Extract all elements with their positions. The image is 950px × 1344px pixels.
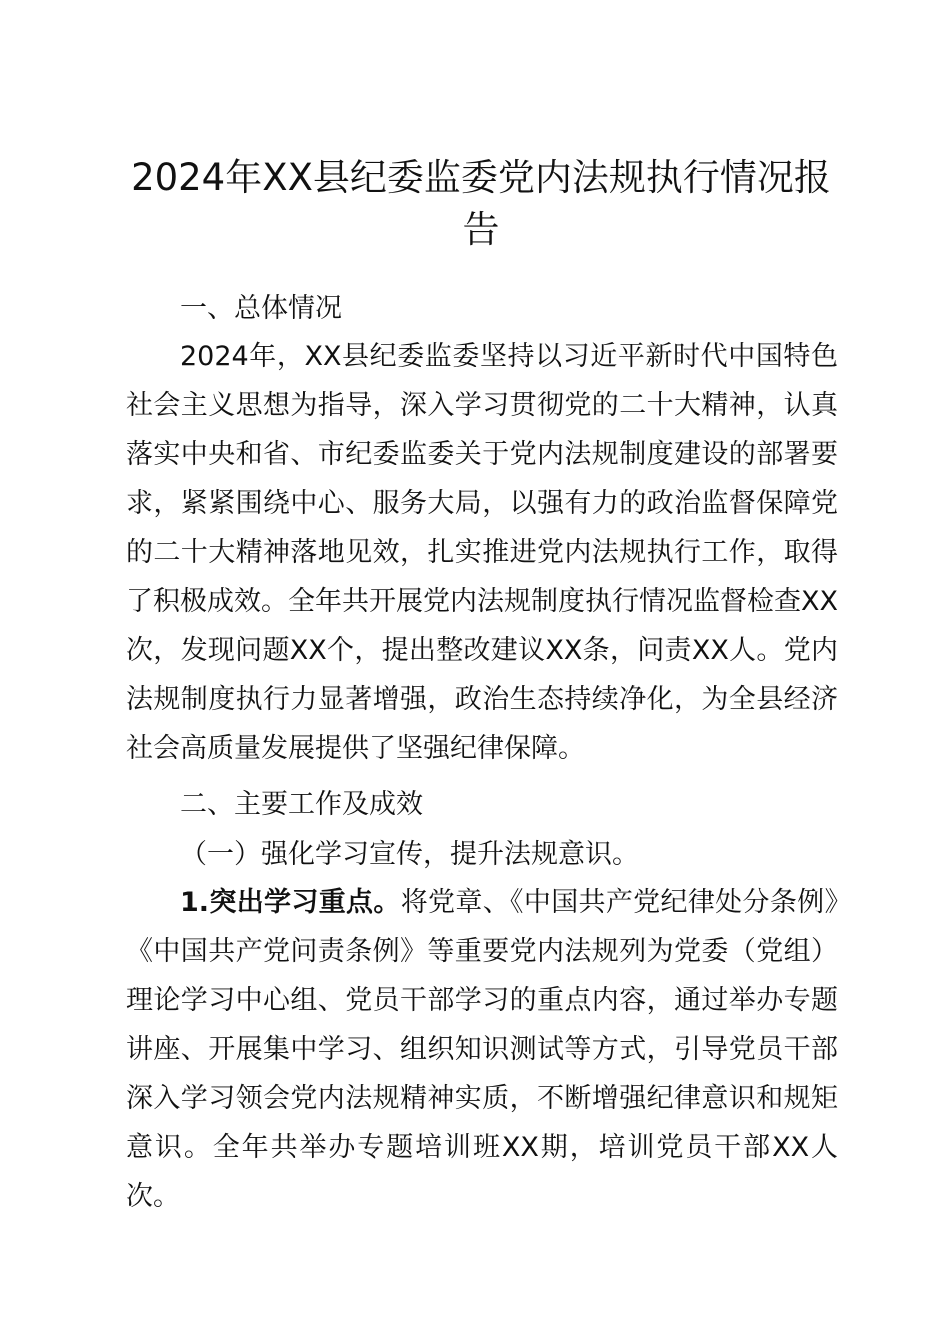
subsection-heading-study: （一）强化学习宣传，提升法规意识。 [180, 839, 639, 870]
overall-paragraph: 2024年，XX县纪委监委坚持以习近平新时代中国特色社会主义思想为指导，深入学习贯彻党的二十大精神，认真落实中央和省、市纪委监委关于党内法规制度建设的部署要求，紧紧围绕中心、服务大局，以强有力的政治监督保障党的二十大精神落地见效，扎实推进党内法规执行工作，取得了积极成效。全年共开展党内法规制度执行情况监督检查XX次，发现问题XX个，提出整改建议XX条，问责XX人。党内法规制度执行力显著增强，政治生态持续净化，为全县经济社会高质量发展提供了坚强纪律保障。 [126, 341, 838, 764]
study-focus-lead: 1.突出学习重点。 [180, 887, 401, 918]
section-heading-overall: 一、总体情况 [180, 293, 342, 324]
document-title: 2024年XX县纪委监委党内法规执行情况报告 [131, 156, 831, 251]
section-heading-main-work: 二、主要工作及成效 [180, 789, 423, 820]
study-focus-paragraph [126, 878, 838, 1221]
study-focus-body: 将党章、《中国共产党纪律处分条例》《中国共产党问责条例》等重要党内法规列为党委（党组）理论学习中心组、党员干部学习的重点内容，通过举办专题讲座、开展集中学习、组织知识测试等方式，引导党员干部深入学习领会党内法规精神实质，不断增强纪律意识和规矩意识。全年共举办专题培训班XX期，培训党员干部XX人次。 [126, 887, 839, 1212]
